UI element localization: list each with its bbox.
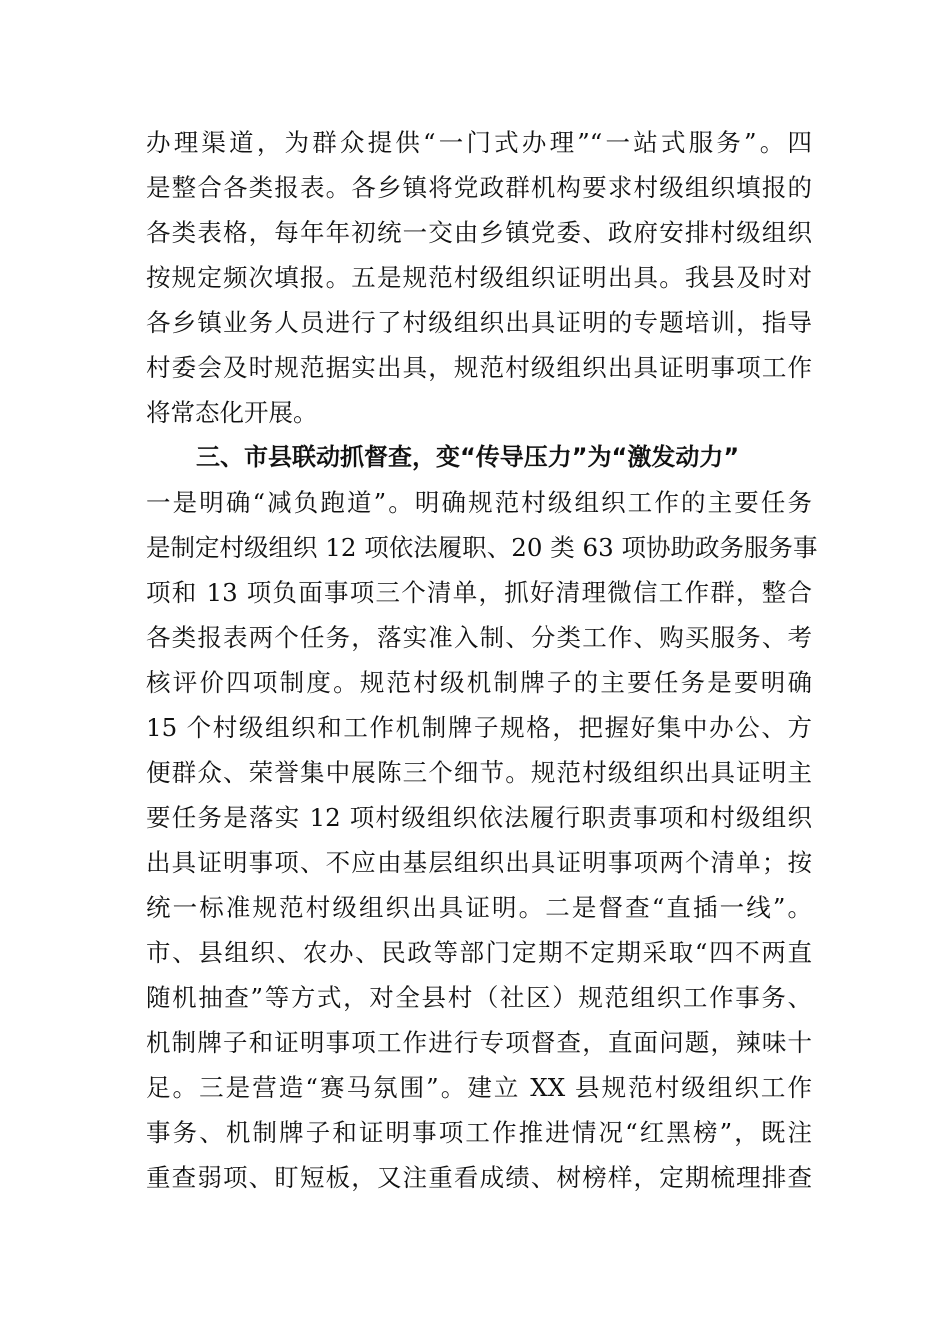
paragraph-line: 随机抽查”等方式，对全县村（社区）规范组织工作事务、 [146,983,812,1012]
paragraph-line: 是制定村级组织 12 项依法履职、20 类 63 项协助政务服务事 [146,533,818,562]
paragraph-line: 统一标准规范村级组织出具证明。二是督查“直插一线”。 [146,893,812,922]
paragraph-line: 将常态化开展。 [146,398,318,427]
paragraph-line: 要任务是落实 12 项村级组织依法履行职责事项和村级组织 [146,803,812,832]
paragraph-line: 便群众、荣誉集中展陈三个细节。规范村级组织出具证明主 [146,758,812,787]
paragraph-line: 办理渠道，为群众提供“一门式办理”“一站式服务”。四 [146,128,812,157]
paragraph-line: 是整合各类报表。各乡镇将党政群机构要求村级组织填报的 [146,173,812,202]
paragraph-line: 足。三是营造“赛马氛围”。建立 XX 县规范村级组织工作 [146,1073,812,1102]
paragraph-line: 村委会及时规范据实出具，规范村级组织出具证明事项工作 [146,353,812,382]
paragraph-line: 项和 13 项负面事项三个清单，抓好清理微信工作群，整合 [146,578,812,607]
paragraph-line: 事务、机制牌子和证明事项工作推进情况“红黑榜”，既注 [146,1118,812,1147]
paragraph-line: 机制牌子和证明事项工作进行专项督查，直面问题，辣味十 [146,1028,812,1057]
section-heading: 三、市县联动抓督查，变“传导压力”为“激发动力” [196,443,740,471]
paragraph-line: 各类报表两个任务，落实准入制、分类工作、购买服务、考 [146,623,812,652]
paragraph-line: 市、县组织、农办、民政等部门定期不定期采取“四不两直 [146,938,812,967]
document-body [146,120,818,1200]
paragraph-line: 重查弱项、盯短板，又注重看成绩、树榜样，定期梳理排查 [146,1163,812,1192]
paragraph-line: 各类表格，每年年初统一交由乡镇党委、政府安排村级组织 [146,218,812,247]
paragraph-line: 出具证明事项、不应由基层组织出具证明事项两个清单；按 [146,848,812,877]
paragraph-line: 按规定频次填报。五是规范村级组织证明出具。我县及时对 [146,263,812,292]
paragraph-line: 核评价四项制度。规范村级机制牌子的主要任务是要明确 [146,668,812,697]
paragraph-line: 一是明确“减负跑道”。明确规范村级组织工作的主要任务 [146,488,812,517]
paragraph-line: 各乡镇业务人员进行了村级组织出具证明的专题培训，指导 [146,308,812,337]
paragraph-line: 15 个村级组织和工作机制牌子规格，把握好集中办公、方 [146,713,812,742]
